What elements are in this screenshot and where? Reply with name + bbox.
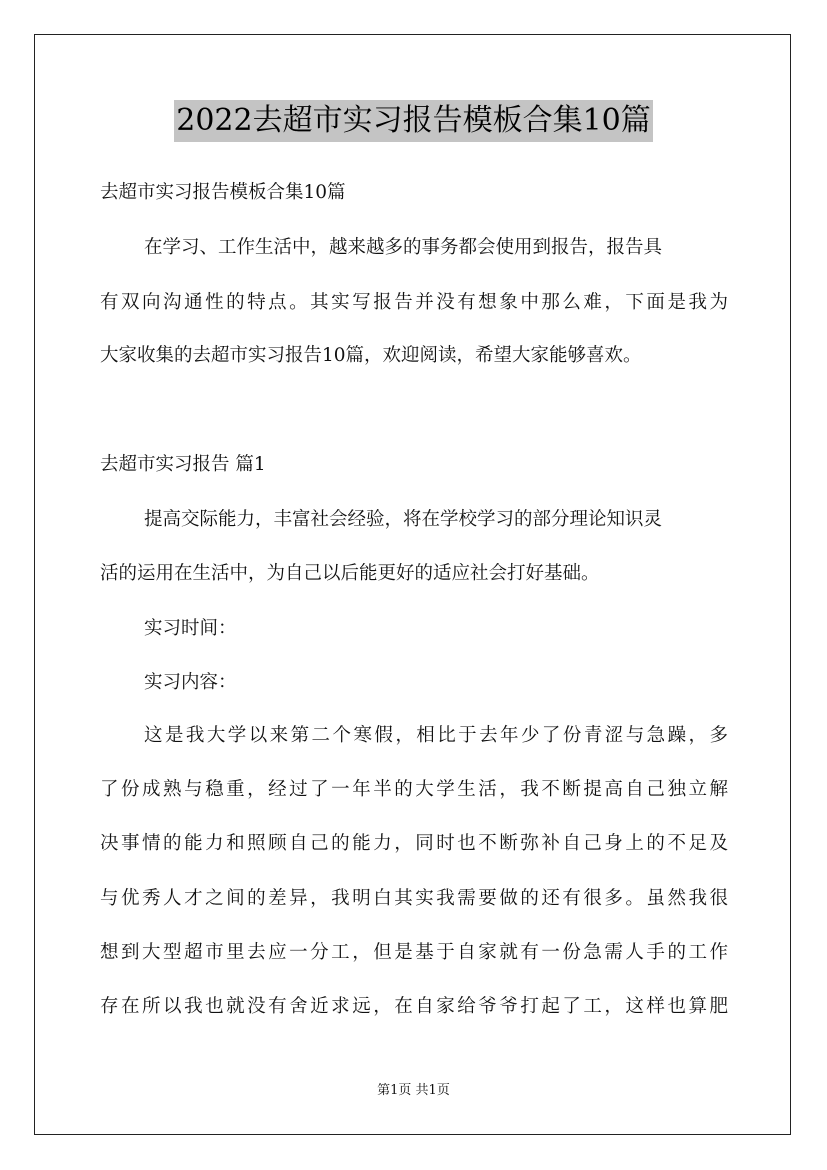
intro-line-1: 在学习、工作生活中，越来越多的事务都会使用到报告，报告具: [144, 237, 663, 258]
section1-para1-line-1: 提高交际能力，丰富社会经验，将在学校学习的部分理论知识灵: [144, 509, 663, 530]
section1-para2-line-1: 这是我大学以来第二个寒假，相比于去年少了份青涩与急躁，多: [144, 725, 728, 746]
intro-line-3: 大家收集的去超市实习报告10篇，欢迎阅读，希望大家能够喜欢。: [100, 345, 642, 366]
section1-para2-line-2: 了份成熟与稳重，经过了一年半的大学生活，我不断提高自己独立解: [100, 779, 728, 800]
internship-time-label: 实习时间：: [144, 618, 237, 639]
document-subtitle: 去超市实习报告模板合集10篇: [100, 182, 346, 203]
section1-para2-line-4: 与优秀人才之间的差异，我明白其实我需要做的还有很多。虽然我很: [100, 888, 728, 909]
section1-para2-line-5: 想到大型超市里去应一分工，但是基于自家就有一份急需人手的工作: [100, 942, 728, 963]
internship-content-label: 实习内容：: [144, 672, 237, 693]
section1-para1-line-2: 活的运用在生活中，为自己以后能更好的适应社会打好基础。: [100, 563, 600, 584]
section1-heading: 去超市实习报告 篇1: [100, 454, 266, 475]
title-container: [0, 100, 827, 142]
section1-para2-line-3: 决事情的能力和照顾自己的能力，同时也不断弥补自己身上的不足及: [100, 833, 728, 854]
page-footer: 第1页 共1页: [377, 1083, 450, 1098]
document-title: 2022去超市实习报告模板合集10篇: [174, 100, 653, 142]
section1-para2-line-6: 存在所以我也就没有舍近求远，在自家给爷爷打起了工，这样也算肥: [100, 996, 728, 1017]
intro-line-2: 有双向沟通性的特点。其实写报告并没有想象中那么难，下面是我为: [100, 292, 728, 313]
